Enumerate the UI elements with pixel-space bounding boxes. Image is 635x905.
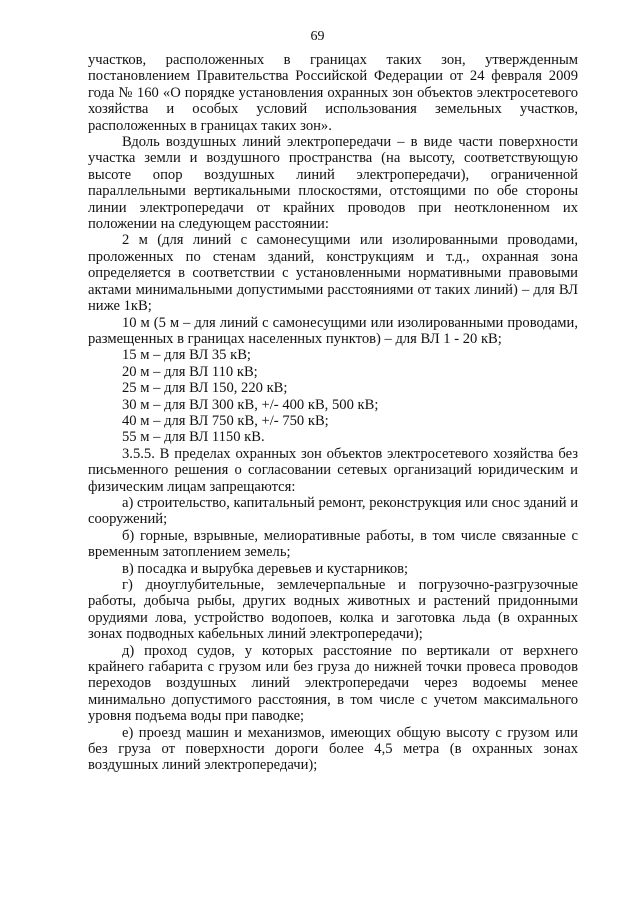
prohibition-item-v: в) посадка и вырубка деревьев и кустарников; [122,560,409,577]
prohibition-list [88,495,578,774]
document-body [88,52,578,774]
section-3-5-5: 3.5.5. В пределах охранных зон объектов электросетевого хозяйства без письменного решения о согласовании сетевых организаций юридическим и физическим лицам запрещаются: [88,445,578,495]
prohibition-item-d: д) проход судов, у которых расстояние по вертикали от верхнего крайнего габарита с грузом или без груза до нижней точки провеса проводов переходов воздушных линий электропередачи через водоемы менее минимально допустимого расстояния, в том числе с учетом максимального уровня подъема воды при паводке; [88,642,578,725]
prohibition-item-a: а) строительство, капитальный ремонт, реконструкция или снос зданий и сооружений; [88,494,578,528]
paragraph-10m-distance: 10 м (5 м – для линий с самонесущими или изолированными проводами, размещенных в границах населенных пунктов) – для ВЛ 1 - 20 кВ; [88,314,578,347]
distance-item: 20 м – для ВЛ 110 кВ; [122,363,258,380]
distance-item: 40 м – для ВЛ 750 кВ, +/- 750 кВ; [122,412,329,429]
prohibition-item-e: е) проезд машин и механизмов, имеющих общую высоту с грузом или без груза от поверхности дороги более 4,5 метра (в охранных зонах воздушных линий электропередачи); [88,724,578,774]
prohibition-item-b: б) горные, взрывные, мелиоративные работы, в том числе связанные с временным затоплением земель; [88,527,578,561]
paragraph-continuation: участков, расположенных в границах таких зон, утвержденным постановлением Правительства Российской Федерации от 24 февраля 2009 года № 160 «О порядке установления охранных зон объектов электросетевого хозяйства и особых условий использования земельных участков, расположенных в границах таких зон». [88,52,578,134]
paragraph-2m-distance: 2 м (для линий с самонесущими или изолированными проводами, проложенных по стенам зданий, конструкциям и т.д., охранная зона определяется в соответствии с установленными нормативными правовыми актами минимальными допустимыми расстояниями от таких линий) – для ВЛ ниже 1кВ; [88,232,578,315]
distance-item: 30 м – для ВЛ 300 кВ, +/- 400 кВ, 500 кВ; [122,396,379,413]
paragraph-overhead-lines: Вдоль воздушных линий электропередачи – в виде части поверхности участка земли и воздушного пространства (на высоту, соответствующую высоте опор воздушных линий электропередачи), ограниченной параллельными вертикальными плоскостями, отстоящими по обе стороны линии электропередачи от крайних проводов при неотклоненном их положении на следующем расстоянии: [88,134,578,233]
prohibition-item-g: г) дноуглубительные, землечерпальные и погрузочно-разгрузочные работы, добыча рыбы, других водных животных и растений придонными орудиями лова, устройство водопоев, колка и заготовка льда (в охранных зонах подводных кабельных линий электропередачи); [88,577,578,643]
distance-item: 25 м – для ВЛ 150, 220 кВ; [122,380,288,397]
distance-item: 15 м – для ВЛ 35 кВ; [122,347,251,364]
distance-list [88,347,578,445]
page-number: 69 [310,29,325,44]
distance-item: 55 м – для ВЛ 1150 кВ. [122,429,265,446]
